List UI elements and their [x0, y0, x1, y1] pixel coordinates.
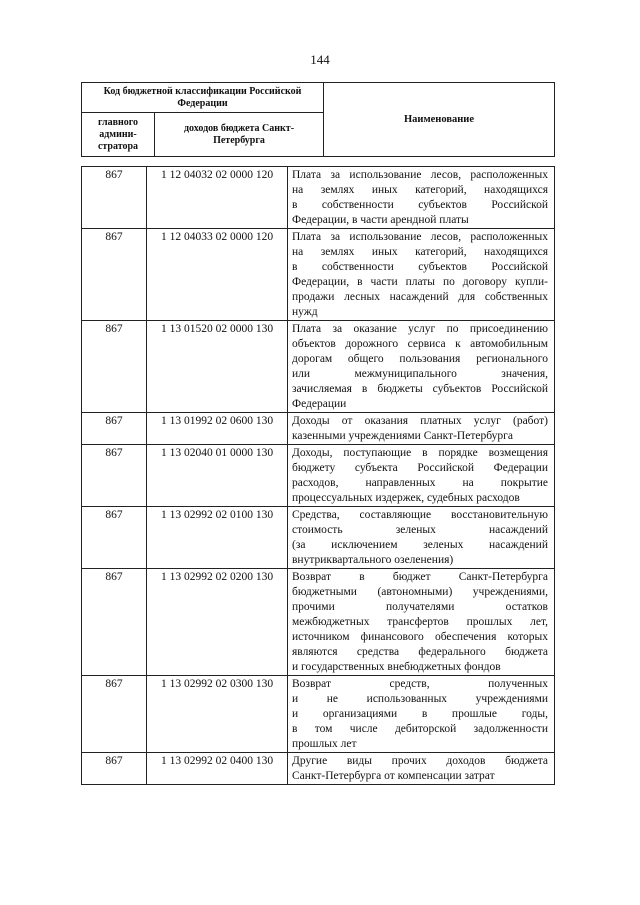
name-line: расходов, направленных на покрытие [292, 477, 548, 489]
name-line: или межмуниципального значения, [292, 368, 548, 380]
table-row [82, 413, 555, 445]
name-line: бюджетными (автономными) учреждениями, [292, 586, 548, 598]
admin-code-cell: 867 [82, 507, 147, 569]
income-code-cell: 1 13 02992 02 0100 130 [147, 507, 288, 569]
name-line: Возврат средств, полученных [292, 678, 548, 690]
name-line: зачисляемая в бюджеты субъектов Российской [292, 383, 548, 395]
page-number: 144 [310, 52, 330, 67]
name-line: Плата за использование лесов, расположенных [292, 169, 548, 181]
name-line: нужд [292, 306, 318, 318]
name-line: Средства, составляющие восстановительную [292, 509, 548, 521]
table-row [82, 229, 555, 321]
name-line: и государственных внебюджетных фондов [292, 661, 501, 673]
name-line: объектов дорожного сервиса к автомобильным [292, 338, 548, 350]
name-line: стоимость зеленых насаждений [292, 524, 548, 536]
name-line: прочими получателями остатков [292, 601, 548, 613]
income-code-cell: 1 12 04033 02 0000 120 [147, 229, 288, 321]
name-line: являются средства федерального бюджета [292, 646, 548, 658]
income-code-cell: 1 13 01520 02 0000 130 [147, 321, 288, 413]
name-cell [288, 676, 555, 753]
name-line: межбюджетных трансфертов прошлых лет, [292, 616, 548, 628]
name-line: Доходы, поступающие в порядке возмещения [292, 447, 548, 459]
admin-code-cell: 867 [82, 413, 147, 445]
name-line: в том числе дебиторской задолженности [292, 723, 548, 735]
name-line: в собственности субъектов Российской [292, 199, 548, 211]
name-line: прошлых лет [292, 738, 357, 750]
name-line: продажи лесных насаждений для собственных [292, 291, 548, 303]
name-line: на землях иных категорий, находящихся [292, 184, 548, 196]
name-line: Федерации, в части арендной платы [292, 214, 469, 226]
income-code-cell: 1 13 01992 02 0600 130 [147, 413, 288, 445]
admin-code-cell: 867 [82, 569, 147, 676]
table-row [82, 507, 555, 569]
table-row [82, 321, 555, 413]
header-admin: главного админи-стратора [82, 113, 155, 157]
name-line: Возврат в бюджет Санкт-Петербурга [292, 571, 548, 583]
codes-table [81, 166, 555, 785]
name-line: внутриквартального озеленения) [292, 554, 454, 566]
income-code-cell: 1 13 02992 02 0400 130 [147, 753, 288, 785]
admin-code-cell: 867 [82, 753, 147, 785]
income-code-cell: 1 13 02992 02 0300 130 [147, 676, 288, 753]
name-cell [288, 445, 555, 507]
name-line: Плата за использование лесов, расположенных [292, 231, 548, 243]
name-line: Доходы от оказания платных услуг (работ) [292, 415, 548, 427]
admin-code-cell: 867 [82, 445, 147, 507]
name-cell [288, 413, 555, 445]
name-line: бюджету субъекта Российской Федерации [292, 462, 548, 474]
name-line: (за исключением зеленых насаждений [292, 539, 548, 551]
name-line: и не использованных учреждениями [292, 693, 548, 705]
name-line: Другие виды прочих доходов бюджета [292, 755, 548, 767]
header-name: Наименование [324, 83, 555, 157]
admin-code-cell: 867 [82, 229, 147, 321]
codes-table-body [82, 167, 555, 785]
income-code-cell: 1 12 04032 02 0000 120 [147, 167, 288, 229]
name-line: Федерации, в части платы по договору купли- [292, 276, 548, 288]
name-cell [288, 507, 555, 569]
name-line: Плата за оказание услуг по присоединению [292, 323, 548, 335]
name-cell [288, 167, 555, 229]
table-row [82, 569, 555, 676]
table-row [82, 753, 555, 785]
header-income: доходов бюджета Санкт-Петербурга [155, 113, 324, 157]
name-cell [288, 321, 555, 413]
name-cell [288, 753, 555, 785]
table-row [82, 445, 555, 507]
name-line: казенными учреждениями Санкт-Петербурга [292, 430, 513, 442]
table-row [82, 167, 555, 229]
name-line: Санкт-Петербурга от компенсации затрат [292, 770, 495, 782]
name-line: и организациями в прошлые годы, [292, 708, 548, 720]
income-code-cell: 1 13 02992 02 0200 130 [147, 569, 288, 676]
admin-code-cell: 867 [82, 321, 147, 413]
name-line: дорогам общего пользования регионального [292, 353, 548, 365]
header-table [81, 82, 555, 157]
name-line: источником финансового обеспечения которых [292, 631, 548, 643]
name-line: на землях иных категорий, находящихся [292, 246, 548, 258]
header-group-label: Код бюджетной классификации Российской Федерации [82, 83, 324, 113]
name-cell [288, 229, 555, 321]
table-row [82, 676, 555, 753]
name-line: Федерации [292, 398, 347, 410]
name-line: процессуальных издержек, судебных расходов [292, 492, 520, 504]
admin-code-cell: 867 [82, 676, 147, 753]
admin-code-cell: 867 [82, 167, 147, 229]
name-line: в собственности субъектов Российской [292, 261, 548, 273]
income-code-cell: 1 13 02040 01 0000 130 [147, 445, 288, 507]
name-cell [288, 569, 555, 676]
